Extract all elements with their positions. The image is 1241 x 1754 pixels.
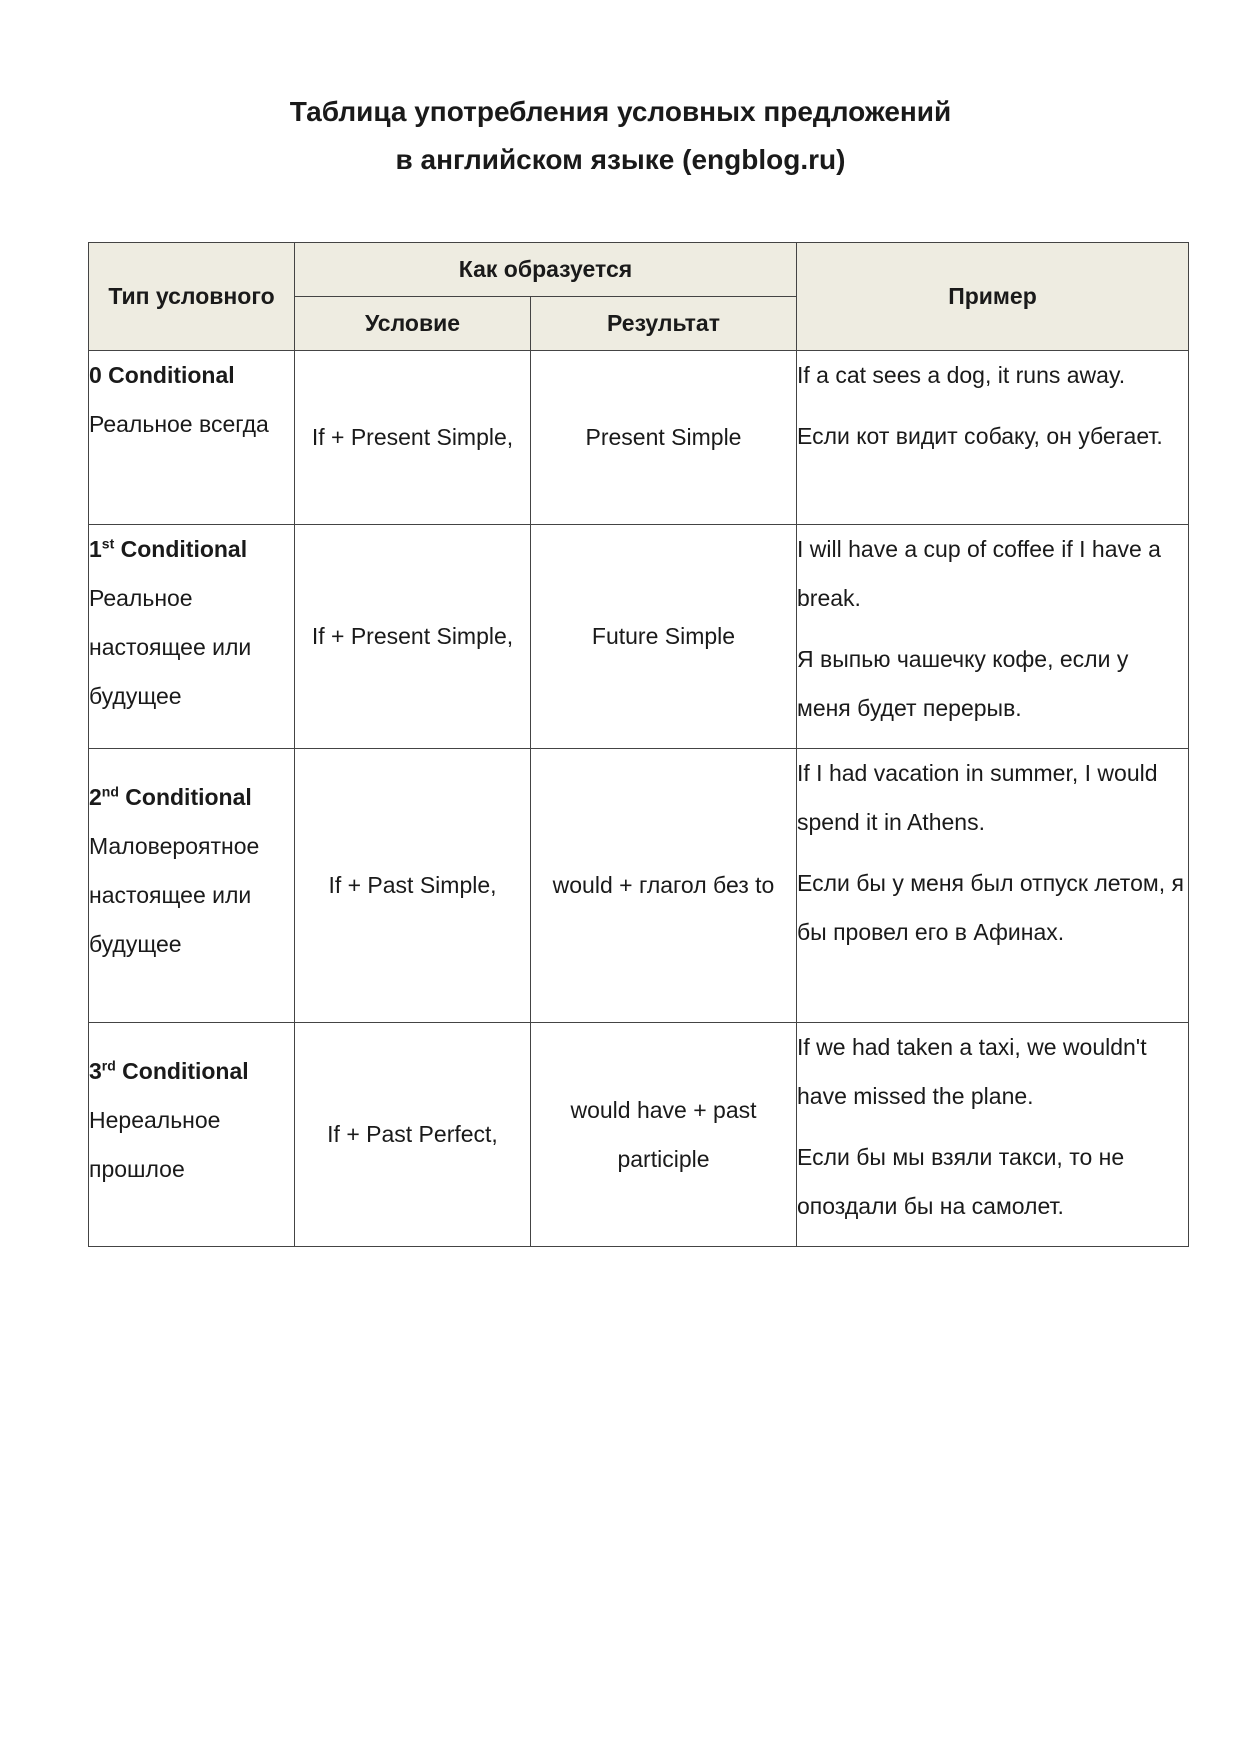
- header-how-formed: Как образуется: [295, 243, 797, 297]
- conditional-name: 2nd Conditional: [89, 783, 252, 810]
- conditional-name: 1st Conditional: [89, 535, 248, 562]
- example-cell: [797, 525, 1189, 749]
- page-title: [0, 88, 1241, 184]
- condition-cell: If + Present Simple,: [295, 525, 531, 749]
- table-row: [89, 525, 1189, 749]
- example-english: If I had vacation in summer, I would spend it in Athens.: [797, 760, 1158, 835]
- condition-cell: If + Past Simple,: [295, 749, 531, 1023]
- table-row: [89, 1023, 1189, 1247]
- page-title-line-2: в английском языке (engblog.ru): [395, 144, 846, 175]
- example-english: If a cat sees a dog, it runs away.: [797, 362, 1126, 388]
- header-type: Тип условного: [89, 243, 295, 351]
- type-cell: [89, 1023, 295, 1247]
- page-title-line-1: Таблица употребления условных предложений: [289, 96, 952, 127]
- type-cell: [89, 351, 295, 525]
- example-english: If we had taken a taxi, we wouldn't have missed the plane.: [797, 1034, 1147, 1109]
- table-row: [89, 351, 1189, 525]
- example-cell: [797, 749, 1189, 1023]
- example-russian: Если кот видит собаку, он убегает.: [797, 423, 1163, 449]
- type-cell: [89, 525, 295, 749]
- example-russian: Если бы мы взяли такси, то не опоздали бы на самолет.: [797, 1144, 1125, 1219]
- condition-cell: If + Past Perfect,: [295, 1023, 531, 1247]
- conditional-description: Нереальное прошлое: [89, 1107, 221, 1182]
- result-cell: Future Simple: [531, 525, 797, 749]
- conditional-description: Реальное настоящее или будущее: [89, 585, 252, 709]
- example-russian: Если бы у меня был отпуск летом, я бы провел его в Афинах.: [797, 870, 1184, 945]
- result-cell: Present Simple: [531, 351, 797, 525]
- table-row: [89, 749, 1189, 1023]
- conditional-description: Реальное всегда: [89, 411, 269, 437]
- conditionals-table: [88, 242, 1189, 1247]
- example-english: I will have a cup of coffee if I have a break.: [797, 536, 1161, 611]
- conditional-name: 0 Conditional: [89, 362, 235, 388]
- example-cell: [797, 351, 1189, 525]
- condition-cell: If + Present Simple,: [295, 351, 531, 525]
- result-cell: would + глагол без to: [531, 749, 797, 1023]
- header-condition: Условие: [295, 297, 531, 351]
- header-example: Пример: [797, 243, 1189, 351]
- example-russian: Я выпью чашечку кофе, если у меня будет перерыв.: [797, 646, 1129, 721]
- result-cell: would have + past participle: [531, 1023, 797, 1247]
- conditional-name: 3rd Conditional: [89, 1057, 249, 1084]
- header-result: Результат: [531, 297, 797, 351]
- type-cell: [89, 749, 295, 1023]
- conditional-description: Маловероятное настоящее или будущее: [89, 833, 260, 957]
- example-cell: [797, 1023, 1189, 1247]
